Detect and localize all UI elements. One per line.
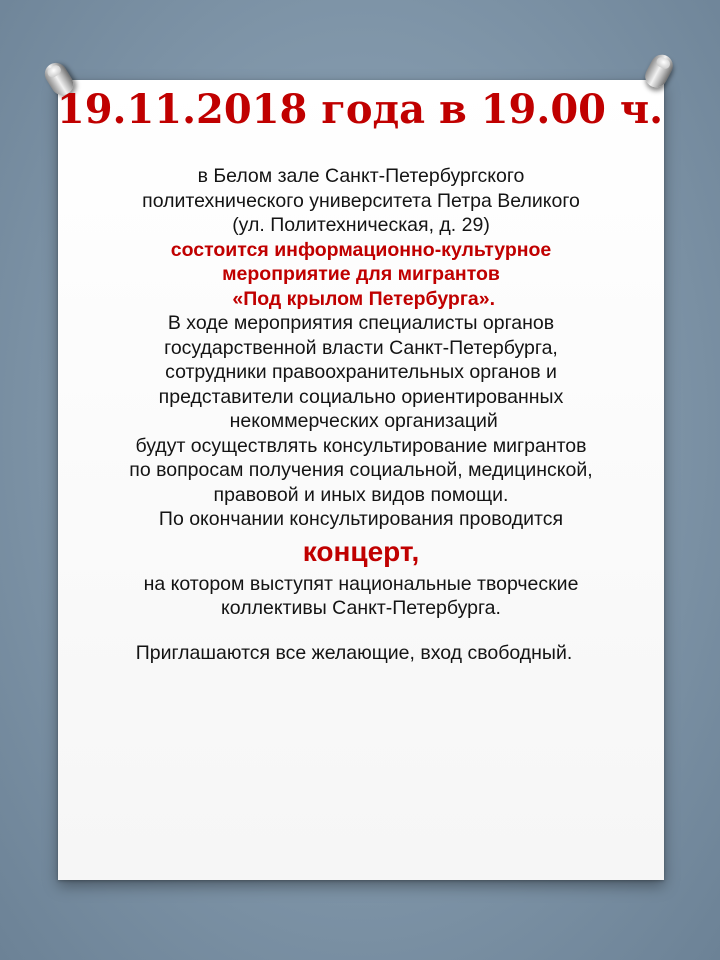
concert-line-2: коллективы Санкт-Петербурга.: [221, 597, 501, 619]
description-line-3: сотрудники правоохранительных органов и: [165, 361, 557, 383]
event-line-2: мероприятие для мигрантов: [222, 263, 500, 285]
description-line-4: представители социально ориентированных: [158, 385, 564, 408]
description-line-2: государственной власти Санкт-Петербурга,: [164, 336, 558, 359]
invitation-line: Приглашаются все желающие, вход свободный.: [135, 641, 573, 664]
spacer: [58, 621, 664, 641]
event-line-1: состоится информационно-культурное: [170, 238, 552, 261]
description-line-5: некоммерческих организаций: [224, 410, 498, 432]
announcement-body: [58, 164, 664, 665]
event-title: «Под крылом Петербурга».: [226, 287, 496, 310]
description-line-7: по вопросам получения социальной, медицинской,: [129, 459, 593, 481]
description-line-8: правовой и иных видов помощи.: [213, 483, 509, 506]
intro-line-address: (ул. Политехническая, д. 29): [232, 214, 490, 236]
event-date-time-headline: 19.11.2018 года в 19.00 ч.: [56, 86, 664, 133]
description-line-6: будут осуществлять консультирование мигрантов: [135, 434, 587, 457]
intro-line-university: политехнического университета Петра Великого: [142, 189, 580, 212]
concert-line-1: на котором выступят национальные творческие: [143, 572, 579, 595]
description-line-1: В ходе мероприятия специалисты органов: [167, 312, 555, 334]
concert-highlight: концерт,: [302, 535, 420, 567]
description-line-9: По окончании консультирования проводится: [158, 508, 564, 530]
intro-line-venue: в Белом зале Санкт-Петербургского: [197, 165, 525, 187]
